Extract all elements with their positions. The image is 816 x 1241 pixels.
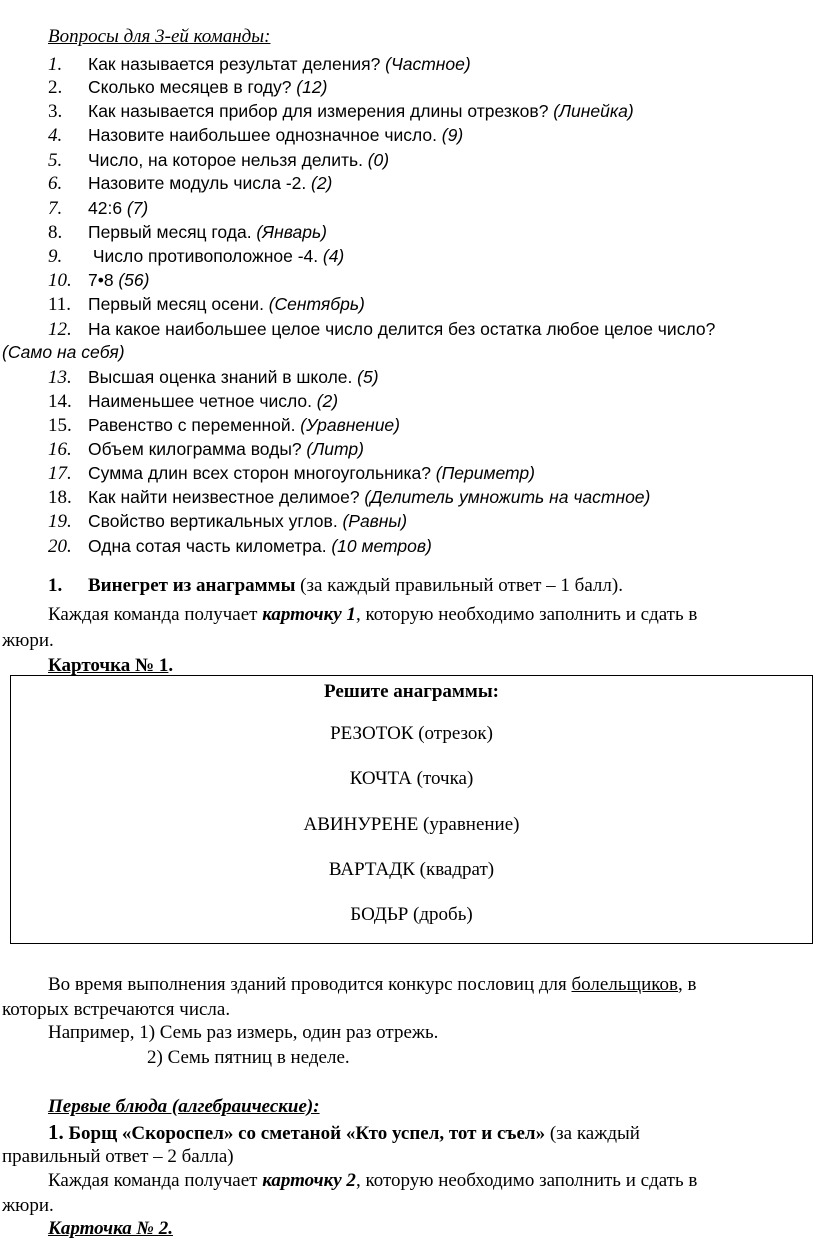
question-item xyxy=(48,75,327,100)
contest-line-1 xyxy=(48,973,697,997)
question-answer: (4) xyxy=(322,246,345,266)
question-item xyxy=(48,317,715,342)
section-1-desc-text: Каждая команда получает xyxy=(48,604,263,625)
question-text: Назовите наибольшее однозначное число. xyxy=(88,125,438,145)
question-number: 6. xyxy=(48,173,63,194)
question-text: Свойство вертикальных углов. xyxy=(88,511,338,531)
question-item xyxy=(48,389,338,414)
question-text: Число, на которое нельзя делить. xyxy=(88,150,363,170)
question-answer: (Частное) xyxy=(385,54,471,74)
contest-example-1: Например, 1) Семь раз измерь, один раз отрежь. xyxy=(48,1022,439,1043)
question-number: 13. xyxy=(48,367,72,388)
section-2-card-ref: карточку 2 xyxy=(262,1170,356,1191)
card-1-label-dot: . xyxy=(168,655,174,676)
question-text: Как называется результат деления? xyxy=(88,54,381,74)
question-answer: (56) xyxy=(118,270,150,290)
section-1-note: (за каждый правильный ответ – 1 балл). xyxy=(295,575,623,596)
section-1-title: Винегрет из анаграммы xyxy=(88,575,296,596)
contest-text: Во время выполнения зданий проводится конкурс пословиц для xyxy=(48,974,572,995)
question-item xyxy=(48,292,365,317)
question-number: 19. xyxy=(48,511,72,532)
question-answer: (2) xyxy=(311,173,333,193)
question-answer: (Периметр) xyxy=(435,463,535,483)
anagram-item: ВАРТАДК (квадрат) xyxy=(328,859,495,880)
question-item xyxy=(48,148,389,173)
question-text: Равенство с переменной. xyxy=(88,415,296,435)
question-item xyxy=(48,268,149,293)
card-1-title: Решите анаграммы: xyxy=(324,681,499,702)
question-item xyxy=(48,123,463,148)
question-item xyxy=(48,485,650,510)
question-number: 10. xyxy=(48,270,72,291)
question-number: 7. xyxy=(48,198,63,219)
question-item xyxy=(48,220,327,245)
question-number: 20. xyxy=(48,536,72,557)
question-answer: (Линейка) xyxy=(553,101,634,121)
question-answer: (Сентябрь) xyxy=(268,294,365,314)
question-text: Назовите модуль числа -2. xyxy=(88,173,307,193)
question-number: 16. xyxy=(48,439,72,460)
section-2-number: 1. xyxy=(48,1120,64,1144)
question-12-answer: (Само на себя) xyxy=(2,342,125,362)
anagram-item: БОДЬР (дробь) xyxy=(350,904,473,925)
section-2-desc-text: Каждая команда получает xyxy=(48,1170,263,1191)
question-answer: (0) xyxy=(367,150,390,170)
contest-text-end: , в xyxy=(678,974,697,995)
section-1-desc-line2: жюри. xyxy=(2,630,54,651)
question-text: Сумма длин всех сторон многоугольника? xyxy=(88,463,432,483)
question-answer: (Уравнение) xyxy=(300,415,400,435)
question-text: Первый месяц года. xyxy=(88,222,252,242)
question-number: 2. xyxy=(48,77,63,98)
question-answer: (Равны) xyxy=(342,511,408,531)
question-number: 4. xyxy=(48,125,63,146)
question-text: Первый месяц осени. xyxy=(88,294,264,314)
question-answer: (7) xyxy=(126,198,149,218)
question-number: 5. xyxy=(48,150,63,171)
section-2-desc-text-2: , которую необходимо заполнить и сдать в xyxy=(355,1170,698,1191)
question-item xyxy=(48,171,332,196)
question-text: Одна сотая часть километра. xyxy=(88,536,327,556)
question-number: 3. xyxy=(48,101,63,122)
question-number: 11. xyxy=(48,294,72,315)
question-item xyxy=(48,437,364,462)
question-item xyxy=(48,99,634,124)
questions-header: Вопросы для 3-ей команды: xyxy=(48,26,271,47)
question-text: Число противоположное -4. xyxy=(88,246,319,266)
question-text: Наименьшее четное число. xyxy=(88,391,312,411)
contest-line-2: которых встречаются числа. xyxy=(2,999,231,1020)
question-item xyxy=(48,509,407,534)
question-text: Высшая оценка знаний в школе. xyxy=(88,367,353,387)
question-text: Сколько месяцев в году? xyxy=(88,77,292,97)
section-2-note: (за каждый xyxy=(545,1123,640,1144)
question-number: 14. xyxy=(48,391,72,412)
anagram-item: КОЧТА (точка) xyxy=(349,768,474,789)
fans-word: болельщиков xyxy=(571,974,679,995)
question-text: 42:6 xyxy=(88,198,123,218)
section-1-heading xyxy=(48,574,623,598)
question-answer: (12) xyxy=(296,77,328,97)
question-answer: (2) xyxy=(316,391,339,411)
question-item xyxy=(48,461,535,486)
section-2-title: Борщ «Скороспел» со сметаной «Кто успел, тот и съел» xyxy=(68,1123,546,1144)
card-1-box xyxy=(10,675,813,944)
section-1-description xyxy=(48,603,697,627)
question-text: Как найти неизвестное делимое? xyxy=(88,487,360,507)
question-text: Объем килограмма воды? xyxy=(88,439,302,459)
question-answer: (Делитель умножить на частное) xyxy=(364,487,651,507)
question-item xyxy=(48,365,379,390)
section-1-desc-text-2: , которую необходимо заполнить и сдать в xyxy=(355,604,698,625)
question-number: 8. xyxy=(48,222,63,243)
section-2-title-line xyxy=(48,1120,640,1146)
question-number: 9. xyxy=(48,246,63,267)
question-answer: (9) xyxy=(441,125,464,145)
question-number: 15. xyxy=(48,415,72,436)
question-number: 18. xyxy=(48,487,72,508)
question-number: 12. xyxy=(48,319,72,340)
section-2-heading: Первые блюда (алгебраические): xyxy=(48,1096,320,1117)
contest-example-2: 2) Семь пятниц в неделе. xyxy=(147,1047,350,1068)
anagram-item: АВИНУРЕНЕ (уравнение) xyxy=(303,814,520,835)
question-item xyxy=(48,534,432,559)
section-1-number: 1. xyxy=(48,575,63,596)
question-answer: (Литр) xyxy=(306,439,364,459)
question-item xyxy=(48,244,344,269)
anagram-item: РЕЗОТОК (отрезок) xyxy=(330,723,493,744)
question-text: Как называется прибор для измерения длины отрезков? xyxy=(88,101,549,121)
question-item xyxy=(48,196,148,221)
question-item xyxy=(48,52,471,77)
question-answer: (Январь) xyxy=(256,222,327,242)
question-text: 7•8 xyxy=(88,270,114,290)
question-item xyxy=(48,413,400,438)
question-text: На какое наибольшее целое число делится без остатка любое целое число? xyxy=(88,319,716,339)
question-answer: (5) xyxy=(357,367,379,387)
card-2-label: Карточка № 2. xyxy=(48,1218,173,1239)
section-2-description xyxy=(48,1169,697,1193)
question-number: 17. xyxy=(48,463,72,484)
section-2-desc-line2: жюри. xyxy=(2,1195,54,1216)
card-1-label-text: Карточка № 1 xyxy=(48,655,169,676)
question-answer: (10 метров) xyxy=(331,536,432,556)
question-number: 1. xyxy=(48,54,63,75)
section-2-note-line2: правильный ответ – 2 балла) xyxy=(2,1146,234,1167)
section-1-card-ref: карточку 1 xyxy=(262,604,356,625)
